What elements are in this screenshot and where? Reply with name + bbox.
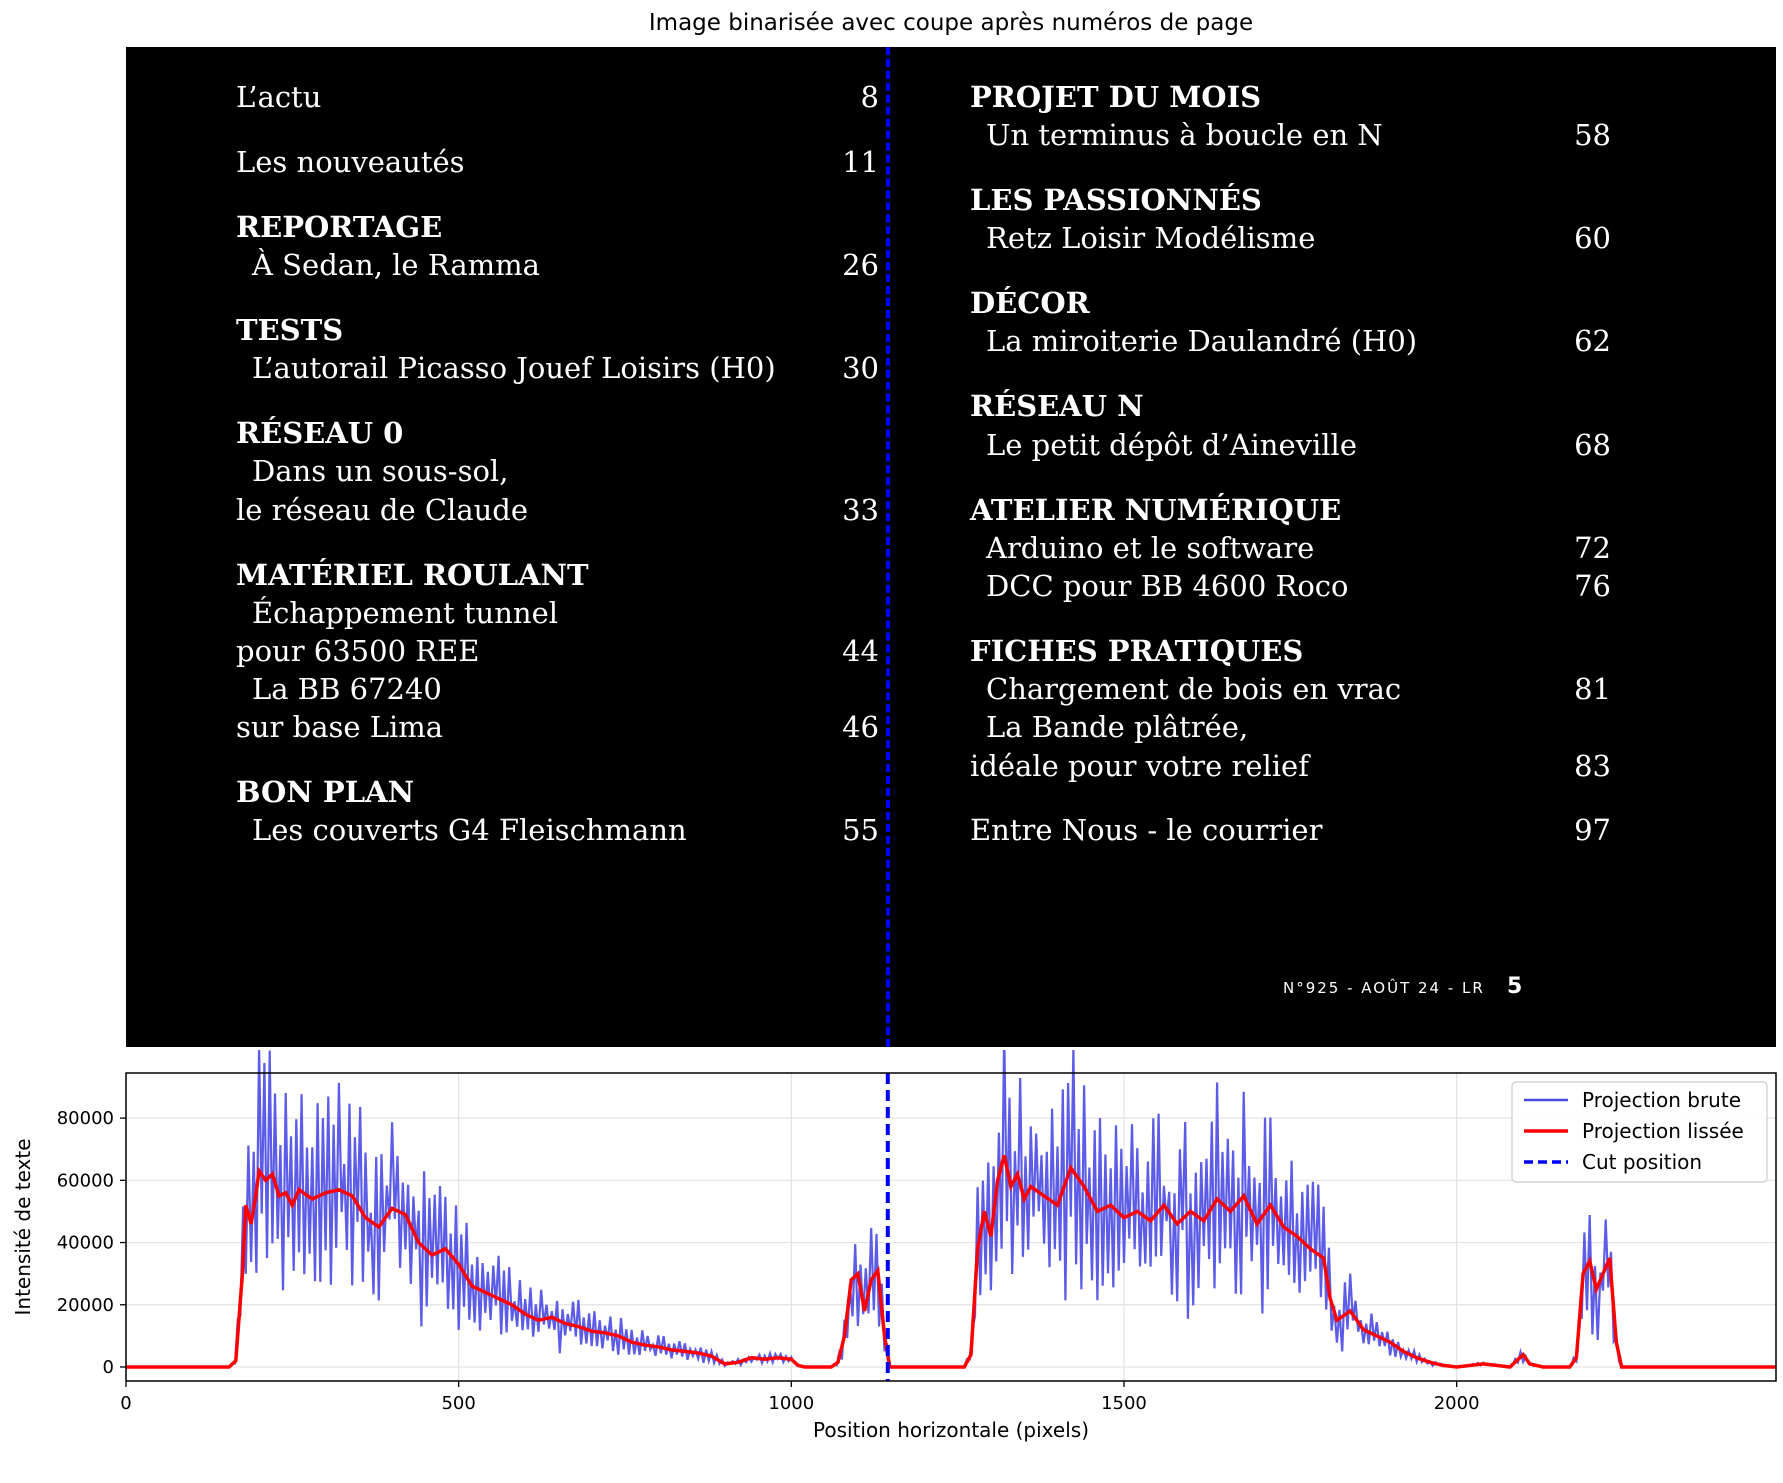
toc-left-entry-page-number: 46 (842, 710, 879, 745)
toc-left-entry-title: le réseau de Claude (236, 492, 529, 527)
toc-left-entry-page-number: 33 (842, 492, 879, 527)
toc-right-entry-title: Un terminus à boucle en N (986, 118, 1383, 153)
toc-right-entry-page-number: 97 (1574, 813, 1611, 848)
toc-left-entry-title: Dans un sous-sol, (252, 454, 509, 489)
y-tick-label: 80000 (56, 1108, 114, 1130)
x-tick-label: 1500 (1101, 1393, 1147, 1414)
toc-right-section-heading: PROJET DU MOIS (970, 80, 1262, 114)
toc-left-section-heading: REPORTAGE (236, 209, 443, 244)
toc-right-entry-page-number: 60 (1574, 221, 1611, 256)
toc-right-section-heading: FICHES PRATIQUES (970, 633, 1304, 668)
toc-footer-page-number: 5 (1507, 974, 1523, 999)
toc-right-entry-title: DCC pour BB 4600 Roco (986, 568, 1349, 603)
y-tick-label: 60000 (56, 1170, 114, 1192)
toc-right-entry-title: Retz Loisir Modélisme (986, 221, 1316, 256)
x-tick-label: 0 (120, 1393, 132, 1414)
toc-right-entry-title: Chargement de bois en vrac (986, 672, 1402, 707)
toc-left-entry-title: pour 63500 REE (236, 633, 480, 668)
figure-title: Image binarisée avec coupe après numéros de page (648, 10, 1254, 36)
toc-left-entry-title: Les couverts G4 Fleischmann (252, 813, 687, 848)
legend-label-cut: Cut position (1582, 1150, 1703, 1174)
y-tick-label: 0 (102, 1357, 114, 1378)
binarized-toc-image (126, 47, 1776, 1047)
toc-footer-issue: N°925 - AOÛT 24 - LR (1283, 979, 1485, 997)
toc-right-entry-page-number: 58 (1574, 118, 1611, 153)
toc-left-section-heading: TESTS (236, 313, 344, 348)
legend (1512, 1082, 1767, 1182)
toc-right-entry-page-number: 76 (1574, 568, 1611, 603)
toc-left-entry-title: À Sedan, le Ramma (252, 248, 540, 283)
toc-left-section-heading: BON PLAN (236, 775, 415, 810)
toc-left-entry-page-number: 30 (842, 351, 879, 386)
toc-right-entry-title: Le petit dépôt d’Aineville (986, 427, 1357, 462)
projection-chart (0, 1050, 1783, 1483)
y-axis-label: Intensité de texte (11, 1138, 35, 1316)
toc-right-section-heading: LES PASSIONNÉS (970, 183, 1262, 218)
legend-label-smooth: Projection lissée (1582, 1119, 1744, 1143)
x-axis-label: Position horizontale (pixels) (812, 1418, 1090, 1442)
toc-right-entry-title: La miroiterie Daulandré (H0) (986, 324, 1418, 359)
toc-right-entry-page-number: 68 (1574, 427, 1611, 462)
y-tick-label: 40000 (56, 1232, 114, 1254)
toc-right-entry-title: Entre Nous - le courrier (970, 813, 1323, 848)
toc-left-section-heading: RÉSEAU 0 (236, 416, 404, 451)
legend-label-raw: Projection brute (1582, 1088, 1741, 1112)
toc-left-entry-page-number: 55 (842, 813, 879, 848)
x-tick-label: 2000 (1433, 1393, 1480, 1414)
toc-left-entry-page-number: 8 (860, 80, 879, 114)
toc-right-entry-title: La Bande plâtrée, (986, 710, 1249, 745)
toc-left-entry-page-number: 26 (842, 248, 879, 283)
toc-right-entry-page-number: 83 (1574, 748, 1611, 783)
toc-right-entry-title: Arduino et le software (986, 530, 1315, 565)
toc-left-entry-title: sur base Lima (236, 710, 444, 745)
cut-position-line-image (886, 47, 890, 1047)
toc-right-entry-title: idéale pour votre relief (970, 748, 1309, 783)
toc-left-entry-title: L’autorail Picasso Jouef Loisirs (H0) (252, 351, 776, 386)
toc-left-entry-page-number: 11 (842, 144, 879, 179)
toc-right-section-heading: RÉSEAU N (970, 389, 1144, 424)
toc-left-entry-title: La BB 67240 (252, 672, 442, 707)
toc-right-entry-page-number: 81 (1574, 672, 1611, 707)
toc-left-entry-title: Les nouveautés (236, 144, 465, 179)
toc-left-entry-page-number: 44 (842, 633, 879, 668)
toc-left-section-heading: MATÉRIEL ROULANT (236, 557, 589, 592)
toc-right-section-heading: ATELIER NUMÉRIQUE (970, 492, 1342, 527)
toc-left-entry-title: Échappement tunnel (252, 595, 559, 630)
toc-right-section-heading: DÉCOR (970, 286, 1090, 321)
y-tick-label: 20000 (56, 1294, 114, 1316)
x-tick-label: 1000 (768, 1393, 815, 1414)
toc-right-entry-page-number: 62 (1574, 324, 1611, 359)
toc-right-entry-page-number: 72 (1574, 530, 1611, 565)
toc-left-entry-title: L’actu (236, 80, 322, 114)
x-tick-label: 500 (441, 1393, 476, 1414)
